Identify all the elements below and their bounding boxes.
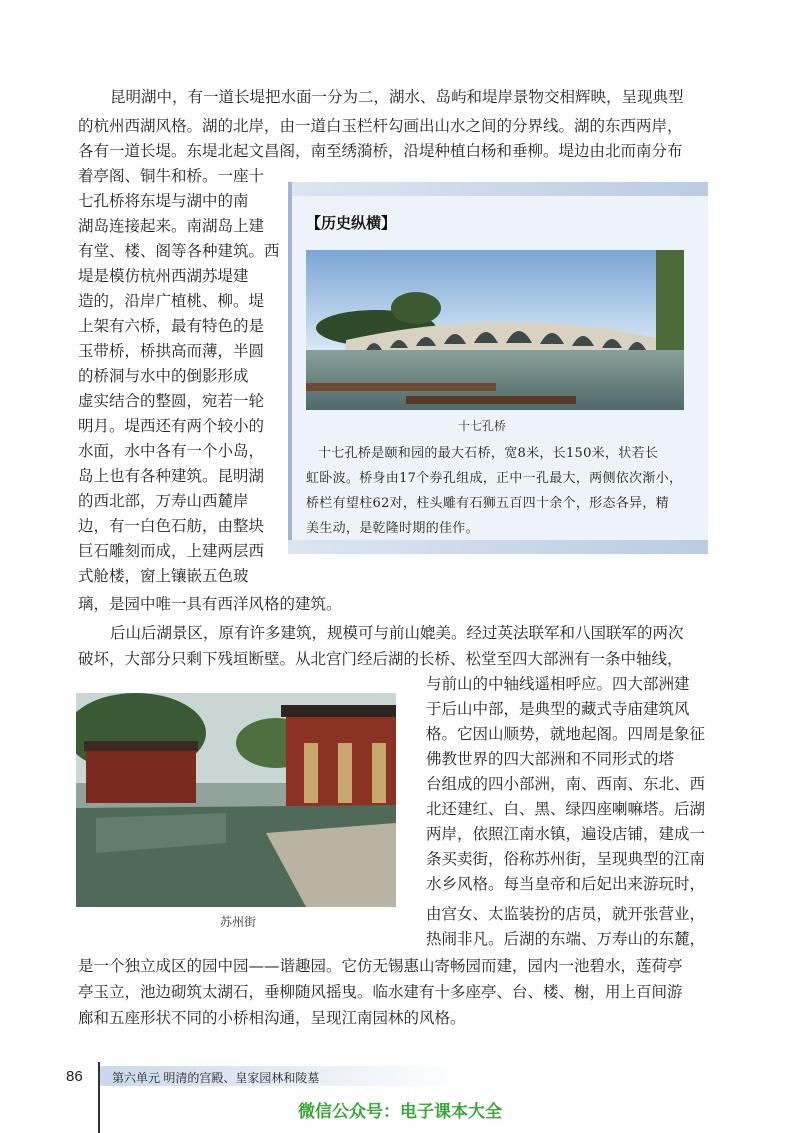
body-line: 有堂、楼、阁等各种建筑。西 <box>78 242 280 260</box>
body-line: 格。它因山顺势，就地起阁。四周是象征 <box>426 725 706 743</box>
sidebar-left-border <box>288 182 292 554</box>
bridge-illustration <box>306 250 684 410</box>
body-line: 水面，水中各有一个小岛， <box>78 442 265 460</box>
body-line: 堤是模仿杭州西湖苏堤建 <box>78 267 249 285</box>
bridge-photo-caption: 十七孔桥 <box>458 419 507 433</box>
body-line: 的杭州西湖风格。湖的北岸，由一道白玉栏杆勾画出山水之间的分界线。湖的东西两岸， <box>78 117 683 135</box>
suzhou-street-illustration <box>76 693 396 907</box>
history-sidebar <box>288 182 708 554</box>
body-line: 式舱楼，窗上镶嵌五色玻 <box>78 567 249 585</box>
body-line: 璃，是园中唯一具有西洋风格的建筑。 <box>78 595 342 613</box>
body-line: 热闹非凡。后湖的东端、万寿山的东麓， <box>426 930 706 948</box>
body-line: 明月。堤西还有两个较小的 <box>78 417 265 435</box>
body-line: 是一个独立成区的园中园——谐趣园。它仿无锡惠山寄畅园而建，园内一池碧水，莲荷亭 <box>78 957 683 975</box>
body-line: 的桥洞与水中的倒影形成 <box>78 367 249 385</box>
sidebar-text-line: 桥栏有望柱62对，柱头雕有石狮五百四十余个，形态各异，精 <box>306 496 669 511</box>
body-line: 台组成的四小部洲，南、西南、东北、西 <box>426 775 706 793</box>
body-line: 廊和五座形状不同的小桥相沟通，呈现江南园林的风格。 <box>78 1009 466 1027</box>
body-line: 造的，沿岸广植桃、柳。堤 <box>78 292 265 310</box>
body-line: 水乡风格。每当皇帝和后妃出来游玩时， <box>426 875 706 893</box>
body-line: 岛上也有各种建筑。昆明湖 <box>78 467 265 485</box>
page-number: 86 <box>66 1068 83 1085</box>
seventeen-arch-bridge-photo <box>306 250 684 410</box>
body-line: 湖岛连接起来。南湖岛上建 <box>78 217 265 235</box>
body-line: 亭玉立，池边砌筑太湖石，垂柳随风摇曳。临水建有十多座亭、台、楼、榭，用上百间游 <box>78 983 683 1001</box>
sidebar-text-line: 虹卧波。桥身由17个券孔组成，正中一孔最大，两侧依次渐小， <box>306 471 683 486</box>
body-line: 七孔桥将东堤与湖中的南 <box>78 192 249 210</box>
sidebar-bottom-band <box>288 540 708 554</box>
body-line: 后山后湖景区，原有许多建筑，规模可与前山媲美。经过英法联军和八国联军的两次 <box>110 624 684 642</box>
sidebar-title: 【历史纵横】 <box>306 214 397 232</box>
body-line: 两岸，依照江南水镇，遍设店铺，建成一 <box>426 825 706 843</box>
body-line: 上架有六桥，最有特色的是 <box>78 317 265 335</box>
watermark: 微信公众号：电子课本大全 <box>298 1102 502 1121</box>
unit-label: 第六单元 明清的宫殿、皇家园林和陵墓 <box>112 1071 320 1085</box>
body-line: 巨石雕刻而成，上建两层西 <box>78 542 265 560</box>
sidebar-text-line: 十七孔桥是颐和园的最大石桥，宽8米，长150米，状若长 <box>318 446 659 461</box>
body-line: 由宫女、太监装扮的店员，就开张营业， <box>426 905 706 923</box>
body-line: 与前山的中轴线遥相呼应。四大部洲建 <box>426 675 690 693</box>
sidebar-text-line: 美生动，是乾隆时期的佳作。 <box>306 521 479 536</box>
sidebar-top-band <box>288 182 708 196</box>
suzhou-street-photo <box>76 693 396 907</box>
body-line: 着亭阁、铜牛和桥。一座十 <box>78 167 265 185</box>
body-line: 北还建红、白、黑、绿四座喇嘛塔。后湖 <box>426 800 706 818</box>
body-line: 昆明湖中，有一道长堤把水面一分为二，湖水、岛屿和堤岸景物交相辉映，呈现典型 <box>110 88 684 106</box>
body-line: 边，有一白色石舫，由整块 <box>78 517 265 535</box>
body-line: 虚实结合的整圆，宛若一轮 <box>78 392 265 410</box>
body-line: 各有一道长堤。东堤北起文昌阁，南至绣漪桥，沿堤种植白杨和垂柳。堤边由北而南分布 <box>78 142 683 160</box>
suzhou-photo-caption: 苏州街 <box>220 915 257 929</box>
body-line: 的西北部，万寿山西麓岸 <box>78 492 249 510</box>
body-line: 佛教世界的四大部洲和不同形式的塔 <box>426 750 675 768</box>
body-line: 条买卖街，俗称苏州街，呈现典型的江南 <box>426 850 706 868</box>
body-line: 于后山中部，是典型的藏式寺庙建筑风 <box>426 700 690 718</box>
body-line: 破坏，大部分只剩下残垣断壁。从北宫门经后湖的长桥、松堂至四大部洲有一条中轴线， <box>78 650 683 668</box>
body-line: 玉带桥，桥拱高而薄，半圆 <box>78 342 265 360</box>
